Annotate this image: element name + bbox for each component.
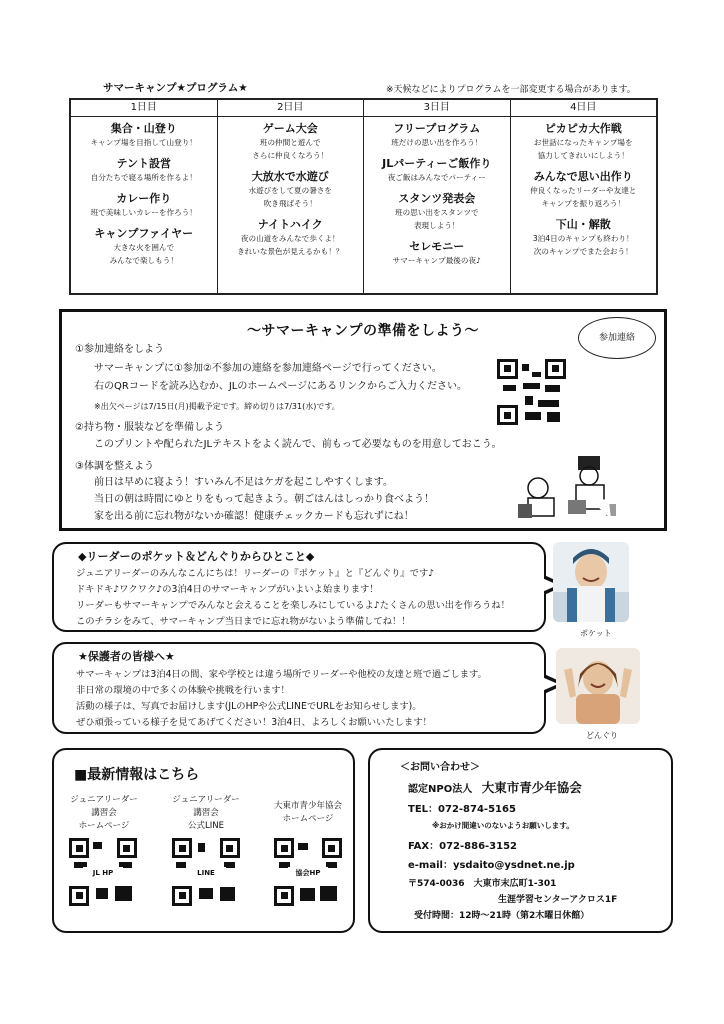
activity-title: フリープログラム (393, 122, 481, 135)
preparation-box (59, 309, 667, 531)
activity-desc: 班の仲間と遊んで さらに仲良くなろう！ (252, 138, 329, 160)
activity-title: ゲーム大会 (262, 122, 318, 135)
program-header: サマーキャンプ★プログラム★ (103, 82, 248, 94)
activity-title: ピカピカ大作戦 (544, 122, 622, 135)
activity-desc: 3泊4日のキャンプも終わり！ 次のキャンプでまた会おう！ (532, 234, 634, 256)
qr-label: ジュニアリーダー 講習会 公式LINE (172, 795, 240, 831)
step1-note: ※出欠ページは7/15日(月)掲載予定です。締め切りは7/31(水)です。 (94, 402, 340, 411)
program-day-1 (71, 100, 218, 293)
contact-email[interactable]: e-mail：ysdaito@ysdnet.ne.jp (408, 860, 575, 871)
contact-heading: ＜お問い合わせ＞ (400, 762, 480, 773)
step3-heading: ③体調を整えよう (75, 461, 154, 472)
registration-tag: 参加連絡 (578, 317, 656, 359)
donguri-caption: どんぐり (586, 731, 618, 740)
activity-title: みんなで思い出作り (533, 170, 633, 183)
leader-line: リーダーもサマーキャンプでみんなと会えることを楽しみにしているよ♪たくさんの思い出を作ろうね！ (76, 600, 510, 611)
day-label: 1日目 (71, 100, 217, 117)
activity-desc: 自分たちで寝る場所を作るよ！ (90, 173, 197, 182)
address-line-2: 生涯学習センターアクロス1F (498, 895, 618, 905)
contact-tel[interactable]: TEL：072-874-5165 (408, 804, 516, 815)
program-table (69, 98, 658, 295)
leader-line: ジュニアリーダーのみんなこんにちは！リーダーの『ポケット』と『どんぐり』です♪ (76, 568, 435, 579)
program-day-4 (511, 100, 657, 293)
org-prefix: 認定NPO法人 (408, 784, 473, 795)
program-day-2 (218, 100, 365, 293)
leader-title: ◆リーダーのポケット＆どんぐりからひとこと◆ (78, 550, 315, 563)
qr-label: 大東市青少年協会 ホームページ (273, 801, 342, 824)
step3-line: 家を出る前に忘れ物がないか確認！健康チェックカードも忘れずにね！ (94, 511, 414, 522)
jl-line-qr[interactable] (172, 838, 240, 906)
activity-desc: 大きな火を囲んで みんなで楽しもう！ (109, 243, 178, 265)
latest-info-box (52, 748, 355, 933)
leader-line: ドキドキ♪ワクワク♪の3泊4日のサマーキャンプがいよいよ始まります！ (76, 584, 379, 595)
step3-line: 前日は早めに寝よう！すいみん不足はケガを起こしやすくします。 (94, 477, 393, 488)
latest-title: ■最新情報はこちら (74, 767, 200, 783)
activity-desc: キャンプ場を目指して山登り！ (90, 138, 197, 147)
step1-line: サマーキャンプに①参加②不参加の連絡を参加連絡ページで行ってください。 (94, 363, 442, 374)
activity-title: キャンプファイヤー (94, 227, 194, 240)
step3-line: 当日の朝は時間にゆとりをもって起きよう。朝ごはんはしっかり食べよう！ (94, 494, 434, 505)
activity-desc: 水遊びをして夏の暑さを 吹き飛ばそう！ (248, 186, 333, 208)
org-name: 大東市青少年協会 (481, 780, 582, 795)
activity-title: カレー作り (116, 192, 172, 205)
qr-label: ジュニアリーダー 講習会 ホームページ (70, 795, 138, 831)
guardians-line: 非日常の環境の中で多くの体験や挑戦を行います！ (76, 685, 290, 696)
activity-title: 大放水で水遊び (251, 170, 329, 183)
guardians-message-box (52, 642, 546, 734)
activity-desc: 夜の山道をみんなで歩くよ！ きれいな景色が見えるかも！？ (237, 234, 344, 256)
registration-qr[interactable] (497, 359, 566, 425)
activity-title: 集合・山登り (110, 122, 177, 135)
day-label: 2日目 (218, 100, 364, 117)
organization (408, 778, 582, 796)
program-day-3 (364, 100, 511, 293)
pocket-photo (553, 542, 629, 622)
pocket-caption: ポケット (580, 629, 612, 638)
association-homepage-qr[interactable] (274, 838, 342, 906)
step1-line: 右のQRコードを読み込むか、JLのホームページにあるリンクからご入力ください。 (94, 381, 467, 392)
program-note: ※天候などによりプログラムを一部変更する場合があります。 (386, 85, 636, 95)
leader-line: このチラシをみて、サマーキャンプ当日までに忘れ物がないよう準備してね！！ (76, 616, 411, 627)
day-label: 3日目 (364, 100, 510, 117)
activity-title: セレモニー (409, 240, 465, 253)
activity-title: ナイトハイク (257, 218, 323, 231)
qr-caption: JL HP (83, 867, 124, 878)
activity-title: JLパーティーご飯作り (382, 157, 492, 170)
day-label: 4日目 (511, 100, 657, 117)
guardians-line: 活動の様子は、写真でお届けします(JLのHPや公式LINEでURLをお知らせします)。 (76, 701, 422, 712)
activity-title: 下山・解散 (555, 218, 611, 231)
activity-desc: 夜ご飯はみんなでパーティー (387, 173, 486, 182)
leader-message-box (52, 542, 546, 632)
activity-desc: 班で美味しいカレーを作ろう！ (90, 208, 197, 217)
activity-title: テント設営 (116, 157, 171, 170)
step2-line: このプリントや配られたJLテキストをよく読んで、前もって必要なものを用意しておこう。 (94, 439, 502, 450)
activity-title: スタンツ発表会 (398, 192, 476, 205)
reception-hours: 受付時間：12時～21時（第2木曜日休館） (414, 911, 590, 921)
activity-desc: 班だけの思い出を作ろう！ (391, 138, 483, 147)
activity-desc: お世話になったキャンプ場を 協力してきれいにしよう！ (533, 138, 633, 160)
activity-desc: 仲良くなったリーダーや友達と キャンプを振り返ろう！ (530, 186, 637, 208)
preparation-title: ～サマーキャンプの準備をしよう～ (247, 323, 479, 339)
contact-box (368, 748, 673, 933)
activity-desc: サマーキャンプ最後の夜♪ (392, 256, 481, 265)
guardians-line: ぜひ頑張っている様子を見てあげてください！3泊4日、よろしくお願いいたします！ (76, 717, 432, 728)
address-line-1: 〒574-0036 大東市末広町1-301 (408, 879, 557, 889)
tel-note: ※おかけ間違いのないようお願いします。 (432, 821, 574, 830)
activity-desc: 班の思い出をスタンツで 表現しよう！ (394, 208, 479, 230)
qr-caption: 協会HP (288, 867, 329, 878)
qr-caption: LINE (186, 867, 227, 878)
guardians-title: ★保護者の皆様へ★ (78, 650, 175, 663)
donguri-photo (556, 648, 640, 724)
guardians-line: サマーキャンプは3泊4日の間、家や学校とは違う場所でリーダーや他校の友達と班で過ごします。 (76, 669, 487, 680)
step2-heading: ②持ち物・服装などを準備しよう (75, 422, 224, 433)
contact-fax: FAX：072-886-3152 (408, 841, 518, 852)
step1-heading: ①参加連絡をしよう (75, 344, 164, 355)
jl-homepage-qr[interactable] (69, 838, 137, 906)
